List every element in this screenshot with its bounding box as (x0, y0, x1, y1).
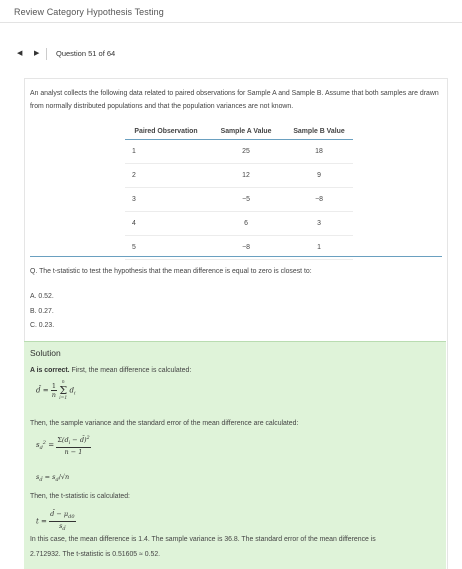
table-row (125, 188, 353, 212)
mean-difference-formula: d̄ = $\frac{1}{n}$ n Σ i=1 $d_i$ (36, 380, 76, 401)
question-nav (0, 44, 462, 64)
correct-label: A is correct. (30, 367, 70, 374)
col-header-sample-a: Sample A Value (207, 123, 285, 140)
t-statistic-formula: t = $\frac{d̄ - \mu_{d0}}{s_{d̄}}$ (36, 510, 75, 532)
solution-line-1 (30, 364, 191, 377)
app-header (0, 0, 462, 23)
col-header-paired-observation: Paired Observation (125, 123, 207, 140)
answer-option-a[interactable]: A. 0.52. (30, 293, 54, 300)
solution-line-1-text: First, the mean difference is calculated: (69, 367, 192, 374)
cell-observation: 5 (125, 236, 207, 260)
solution-heading: Solution (30, 348, 61, 358)
cell-sample-b: 3 (285, 212, 353, 236)
cell-observation: 2 (125, 164, 207, 188)
cell-sample-b: −8 (285, 188, 353, 212)
cell-sample-a: −8 (207, 236, 285, 260)
cell-sample-a: 12 (207, 164, 285, 188)
cell-sample-a: −5 (207, 188, 285, 212)
solution-line-4a: In this case, the mean difference is 1.4. The sample variance is 36.8. The standard error of the mean difference is (30, 536, 376, 543)
nav-divider (46, 48, 47, 60)
solution-line-3: Then, the t-statistic is calculated: (30, 493, 130, 500)
table-row (125, 140, 353, 164)
section-divider (30, 256, 442, 257)
data-table (125, 123, 353, 260)
table-header-row (125, 123, 353, 140)
cell-observation: 1 (125, 140, 207, 164)
page-title: Review Category Hypothesis Testing (14, 7, 164, 17)
table-row (125, 164, 353, 188)
answer-option-c[interactable]: C. 0.23. (30, 322, 55, 329)
question-intro: An analyst collects the following data related to paired observations for Sample A and Sample B. Assume that both samples are drawn from normally distributed populations and that the population variances are not known. (30, 90, 439, 110)
col-header-sample-b: Sample B Value (285, 123, 353, 140)
cell-observation: 4 (125, 212, 207, 236)
cell-sample-a: 6 (207, 212, 285, 236)
standard-error-formula: $s_{d̄} = s_d/√n$ (36, 473, 70, 483)
solution-line-2: Then, the sample variance and the standard error of the mean difference are calculated: (30, 420, 299, 427)
sample-variance-formula: $s_d^2$ = $\frac{\Sigma(d_i - d̄)^2}{n - 1}$ (36, 435, 90, 456)
question-counter: Question 51 of 64 (56, 49, 116, 58)
answer-option-b[interactable]: B. 0.27. (30, 308, 54, 315)
question-prompt: Q. The t-statistic to test the hypothesis that the mean difference is equal to zero is closest to: (30, 268, 312, 275)
cell-sample-b: 18 (285, 140, 353, 164)
table-row (125, 212, 353, 236)
cell-observation: 3 (125, 188, 207, 212)
next-question-icon[interactable]: ▶ (34, 50, 40, 57)
cell-sample-b: 9 (285, 164, 353, 188)
solution-line-4b: 2.712932. The t-statistic is 0.51605 ≈ 0.52. (30, 551, 161, 558)
cell-sample-a: 25 (207, 140, 285, 164)
cell-sample-b: 1 (285, 236, 353, 260)
prev-question-icon[interactable]: ◀ (17, 50, 23, 57)
